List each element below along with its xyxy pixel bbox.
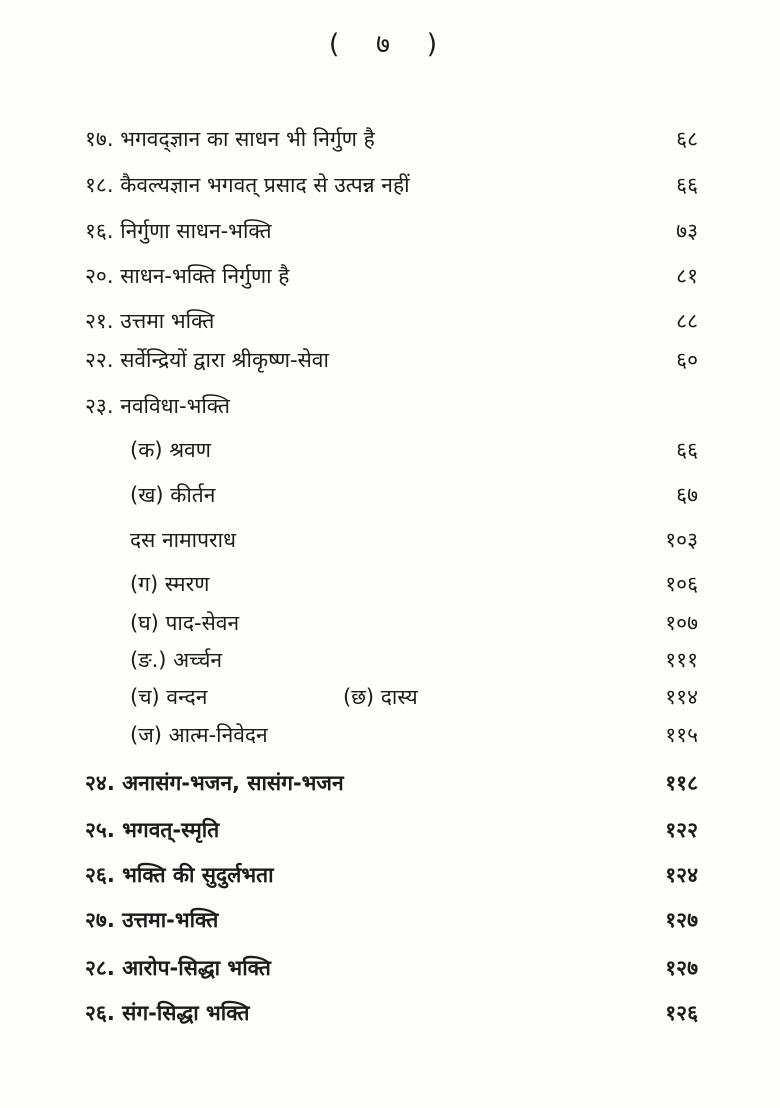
toc-entry-page: १२२: [665, 818, 698, 842]
toc-entry-title: (क) श्रवण: [130, 438, 211, 462]
toc-entry-title: २३. नवविधा-भक्ति: [85, 394, 230, 418]
toc-entry-title-secondary: (छ) दास्य: [343, 685, 418, 709]
toc-entry: [0, 122, 780, 156]
toc-entry-title: २०. साधन-भक्ति निर्गुणा है: [85, 264, 290, 288]
toc-entry-page: १०७: [665, 611, 698, 635]
toc-entry: [0, 996, 780, 1030]
toc-entry-title: (च) वन्दन: [130, 685, 208, 709]
toc-entry: [0, 214, 780, 248]
toc-entry-title: (ग) स्मरण: [130, 572, 210, 596]
toc-entry: [0, 951, 780, 985]
toc-entry: [0, 389, 780, 423]
toc-entry: [0, 606, 780, 640]
toc-entry: [0, 858, 780, 892]
toc-entry-page: ११८: [665, 771, 698, 795]
toc-entry: [0, 680, 780, 714]
toc-entry-page: १२७: [665, 908, 698, 932]
toc-entry: [0, 433, 780, 467]
toc-entry: [0, 718, 780, 752]
toc-entry-title: २१. उत्तमा भक्ति: [85, 309, 215, 333]
toc-entry: [0, 304, 780, 338]
toc-entry-page: १०६: [665, 572, 698, 596]
page-number: ( ७ ): [328, 29, 452, 60]
toc-entry-page: ११४: [665, 685, 698, 709]
toc-entry: [0, 813, 780, 847]
toc-entry-page: ८८: [676, 309, 698, 333]
toc-entry-title: (ङ.) अर्च्चन: [130, 648, 223, 672]
toc-entry-page: ७३: [676, 219, 698, 243]
toc-entry-page: ६८: [676, 127, 698, 151]
toc-entry-title: (ज) आत्म-निवेदन: [130, 723, 268, 747]
toc-entry: [0, 478, 780, 512]
toc-entry: [0, 643, 780, 677]
toc-entry: [0, 766, 780, 800]
toc-entry-page: १०३: [665, 528, 698, 552]
toc-entry-title: (ख) कीर्तन: [130, 483, 216, 507]
toc-entry-title: १६. निर्गुणा साधन-भक्ति: [85, 219, 272, 243]
toc-entry-page: ६६: [676, 438, 698, 462]
toc-entry-title: १७. भगवद्ज्ञान का साधन भी निर्गुण है: [85, 127, 375, 151]
toc-entry-title: (घ) पाद-सेवन: [130, 611, 240, 635]
toc-entry-page: ६६: [676, 173, 698, 197]
toc-entry-page: १११: [665, 648, 698, 672]
toc-entry: [0, 343, 780, 377]
toc-entry-title: २६. भक्ति की सुदुर्लभता: [85, 863, 274, 887]
toc-entry-page: ६०: [676, 348, 698, 372]
toc-entry: [0, 567, 780, 601]
toc-entry: [0, 168, 780, 202]
toc-entry-page: १२७: [665, 956, 698, 980]
toc-entry: [0, 903, 780, 937]
toc-entry-title: दस नामापराध: [130, 528, 236, 552]
toc-entry-title: १८. कैवल्यज्ञान भगवत् प्रसाद से उत्पन्न नहीं: [85, 173, 410, 197]
toc-entry-title: २७. उत्तमा-भक्ति: [85, 908, 219, 932]
toc-entry-title: २८. आरोप-सिद्धा भक्ति: [85, 956, 271, 980]
toc-entry-title: २२. सर्वेन्द्रियों द्वारा श्रीकृष्ण-सेवा: [85, 348, 329, 372]
toc-entry-page: १२४: [665, 863, 698, 887]
toc-entry: [0, 523, 780, 557]
toc-entry-page: १२६: [665, 1001, 698, 1025]
toc-entry-title: २६. संग-सिद्धा भक्ति: [85, 1001, 250, 1025]
toc-entry-title: २४. अनासंग-भजन, सासंग-भजन: [85, 771, 344, 795]
toc-entry-title: २५. भगवत्-स्मृति: [85, 818, 220, 842]
toc-entry-page: ११५: [665, 723, 698, 747]
toc-entry-page: ६७: [676, 483, 698, 507]
toc-entry: [0, 259, 780, 293]
toc-entry-page: ८१: [676, 264, 698, 288]
